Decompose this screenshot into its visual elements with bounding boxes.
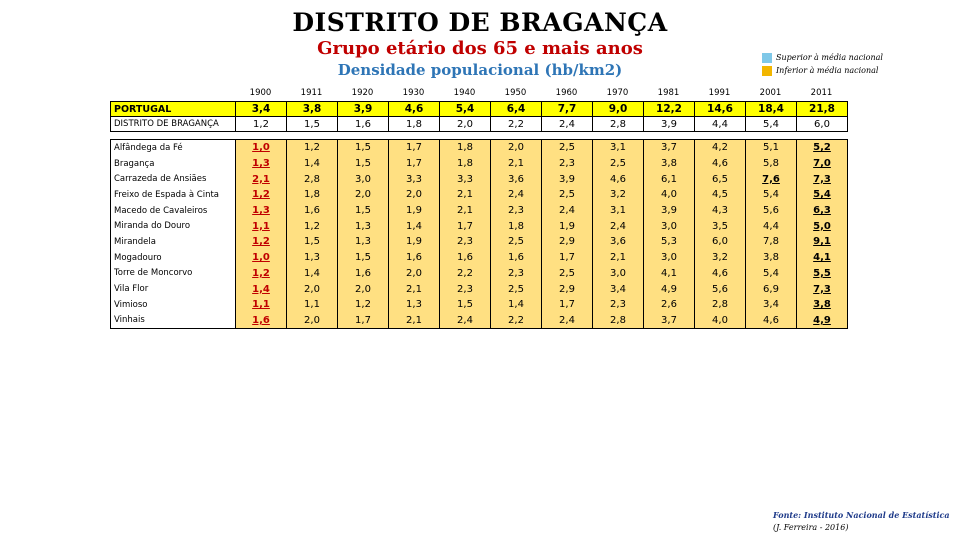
value-cell: 1,8	[491, 218, 542, 234]
value-cell: 1,6	[491, 250, 542, 266]
value-cell: 2,1	[440, 187, 491, 203]
value-cell: 1,7	[338, 313, 389, 329]
value-cell: 2,3	[542, 156, 593, 172]
value-cell: 1,2	[236, 187, 287, 203]
value-cell: 1,8	[440, 140, 491, 156]
value-cell: 3,8	[746, 250, 797, 266]
value-cell: 2,9	[542, 234, 593, 250]
municipality-row	[111, 266, 848, 282]
value-cell: 2,1	[389, 313, 440, 329]
value-cell: 4,9	[797, 313, 848, 329]
value-cell: 6,4	[491, 102, 542, 117]
value-cell: 6,9	[746, 281, 797, 297]
value-cell: 1,6	[287, 203, 338, 219]
year-header-cell: 1911	[300, 88, 323, 98]
value-cell: 14,6	[695, 102, 746, 117]
value-cell: 2,0	[389, 266, 440, 282]
legend-swatch-orange	[762, 66, 772, 76]
row-label: Carrazeda de Ansiães	[111, 171, 236, 187]
value-cell: 1,6	[236, 313, 287, 329]
value-cell: 2,5	[542, 187, 593, 203]
value-cell: 4,4	[746, 218, 797, 234]
value-cell: 7,3	[797, 281, 848, 297]
value-cell: 4,1	[644, 266, 695, 282]
value-cell: 2,1	[389, 281, 440, 297]
row-label: Macedo de Cavaleiros	[111, 203, 236, 219]
value-cell: 3,4	[236, 102, 287, 117]
value-cell: 3,4	[746, 297, 797, 313]
municipality-row	[111, 156, 848, 172]
value-cell: 2,0	[491, 140, 542, 156]
value-cell: 2,4	[491, 187, 542, 203]
row-label: Vimioso	[111, 297, 236, 313]
value-cell: 1,3	[236, 156, 287, 172]
value-cell: 1,0	[236, 140, 287, 156]
value-cell: 5,6	[746, 203, 797, 219]
value-cell: 1,2	[287, 218, 338, 234]
value-cell: 9,1	[797, 234, 848, 250]
value-cell: 1,9	[542, 218, 593, 234]
value-cell: 2,1	[491, 156, 542, 172]
value-cell: 3,4	[593, 281, 644, 297]
value-cell: 1,2	[338, 297, 389, 313]
value-cell: 2,3	[440, 234, 491, 250]
value-cell: 5,4	[746, 266, 797, 282]
value-cell: 4,3	[695, 203, 746, 219]
value-cell: 2,2	[491, 313, 542, 329]
value-cell: 5,4	[440, 102, 491, 117]
value-cell: 3,9	[644, 117, 695, 132]
value-cell: 18,4	[746, 102, 797, 117]
value-cell: 1,9	[389, 234, 440, 250]
row-label: Alfândega da Fé	[111, 140, 236, 156]
value-cell: 3,3	[440, 171, 491, 187]
value-cell: 5,4	[746, 117, 797, 132]
value-cell: 3,6	[491, 171, 542, 187]
value-cell: 2,5	[542, 266, 593, 282]
row-label: PORTUGAL	[111, 102, 236, 117]
year-header-cell: 1950	[504, 88, 527, 98]
municipality-table	[110, 139, 848, 329]
value-cell: 2,3	[593, 297, 644, 313]
value-cell: 4,6	[695, 156, 746, 172]
value-cell: 2,4	[542, 117, 593, 132]
value-cell: 6,5	[695, 171, 746, 187]
value-cell: 3,0	[593, 266, 644, 282]
value-cell: 2,8	[695, 297, 746, 313]
value-cell: 5,4	[746, 187, 797, 203]
municipality-row	[111, 297, 848, 313]
value-cell: 2,4	[440, 313, 491, 329]
value-cell: 1,3	[236, 203, 287, 219]
row-label: Mirandela	[111, 234, 236, 250]
legend-swatch-blue	[762, 53, 772, 63]
value-cell: 1,2	[236, 117, 287, 132]
municipality-row	[111, 203, 848, 219]
year-header	[110, 86, 847, 100]
value-cell: 3,0	[644, 250, 695, 266]
year-header-cell: 1981	[657, 88, 680, 98]
year-row	[110, 86, 847, 100]
subtitle: Grupo etário dos 65 e mais anos	[317, 38, 643, 59]
value-cell: 4,2	[695, 140, 746, 156]
year-header-cell: 1970	[606, 88, 629, 98]
value-cell: 2,9	[542, 281, 593, 297]
legend-label-above: Superior à média nacional	[776, 53, 883, 62]
value-cell: 3,2	[593, 187, 644, 203]
year-header-cell: 1900	[249, 88, 272, 98]
value-cell: 12,2	[644, 102, 695, 117]
row-label: Bragança	[111, 156, 236, 172]
value-cell: 7,7	[542, 102, 593, 117]
value-cell: 4,6	[695, 266, 746, 282]
year-header-cell: 2011	[810, 88, 833, 98]
municipality-row	[111, 313, 848, 329]
value-cell: 5,2	[797, 140, 848, 156]
value-cell: 5,1	[746, 140, 797, 156]
value-cell: 2,5	[593, 156, 644, 172]
value-cell: 1,3	[338, 218, 389, 234]
value-cell: 2,5	[491, 234, 542, 250]
value-cell: 6,1	[644, 171, 695, 187]
value-cell: 1,8	[287, 187, 338, 203]
municipality-row	[111, 218, 848, 234]
legend-item-above	[762, 53, 883, 63]
source-note: Fonte: Instituto Nacional de Estatística	[773, 510, 950, 520]
value-cell: 2,0	[287, 281, 338, 297]
row-label: Vila Flor	[111, 281, 236, 297]
value-cell: 3,8	[287, 102, 338, 117]
value-cell: 21,8	[797, 102, 848, 117]
value-cell: 3,1	[593, 140, 644, 156]
value-cell: 2,8	[593, 117, 644, 132]
value-cell: 3,8	[797, 297, 848, 313]
value-cell: 3,6	[593, 234, 644, 250]
value-cell: 1,3	[287, 250, 338, 266]
value-cell: 7,8	[746, 234, 797, 250]
value-cell: 4,0	[695, 313, 746, 329]
value-cell: 2,6	[644, 297, 695, 313]
value-cell: 1,7	[542, 297, 593, 313]
value-cell: 1,0	[236, 250, 287, 266]
value-cell: 2,0	[389, 187, 440, 203]
value-cell: 7,0	[797, 156, 848, 172]
value-cell: 1,3	[389, 297, 440, 313]
national-table	[110, 101, 848, 132]
value-cell: 2,5	[491, 281, 542, 297]
value-cell: 3,2	[695, 250, 746, 266]
district-row	[111, 117, 848, 132]
municipality-row	[111, 171, 848, 187]
value-cell: 1,8	[389, 117, 440, 132]
value-cell: 1,5	[338, 156, 389, 172]
value-cell: 1,5	[287, 117, 338, 132]
value-cell: 5,3	[644, 234, 695, 250]
value-cell: 1,7	[542, 250, 593, 266]
value-cell: 4,6	[593, 171, 644, 187]
value-cell: 3,0	[338, 171, 389, 187]
value-cell: 2,5	[542, 140, 593, 156]
value-cell: 2,2	[440, 266, 491, 282]
value-cell: 1,5	[440, 297, 491, 313]
value-cell: 3,7	[644, 313, 695, 329]
value-cell: 2,4	[542, 313, 593, 329]
municipality-row	[111, 140, 848, 156]
municipality-row	[111, 187, 848, 203]
value-cell: 7,6	[746, 171, 797, 187]
value-cell: 2,4	[593, 218, 644, 234]
value-cell: 1,2	[236, 266, 287, 282]
value-cell: 3,1	[593, 203, 644, 219]
value-cell: 1,7	[440, 218, 491, 234]
value-cell: 5,0	[797, 218, 848, 234]
year-header-cell: 1960	[555, 88, 578, 98]
value-cell: 2,2	[491, 117, 542, 132]
value-cell: 3,0	[644, 218, 695, 234]
value-cell: 2,1	[440, 203, 491, 219]
value-cell: 1,5	[338, 140, 389, 156]
value-cell: 2,0	[287, 313, 338, 329]
value-cell: 1,2	[287, 140, 338, 156]
portugal-row	[111, 102, 848, 117]
value-cell: 3,9	[338, 102, 389, 117]
value-cell: 5,8	[746, 156, 797, 172]
value-cell: 1,9	[389, 203, 440, 219]
value-cell: 2,0	[440, 117, 491, 132]
corner-cell	[110, 86, 235, 100]
value-cell: 2,3	[491, 266, 542, 282]
year-header-cell: 1920	[351, 88, 374, 98]
value-cell: 3,3	[389, 171, 440, 187]
value-cell: 1,2	[236, 234, 287, 250]
value-cell: 6,0	[797, 117, 848, 132]
year-header-cell: 1940	[453, 88, 476, 98]
value-cell: 6,0	[695, 234, 746, 250]
value-cell: 2,1	[593, 250, 644, 266]
value-cell: 2,4	[542, 203, 593, 219]
value-cell: 4,9	[644, 281, 695, 297]
value-cell: 4,0	[644, 187, 695, 203]
value-cell: 1,7	[389, 140, 440, 156]
value-cell: 4,1	[797, 250, 848, 266]
page-title: DISTRITO DE BRAGANÇA	[292, 8, 668, 37]
value-cell: 2,8	[287, 171, 338, 187]
metric-label: Densidade populacional (hb/km2)	[337, 61, 623, 79]
value-cell: 5,5	[797, 266, 848, 282]
row-label: Miranda do Douro	[111, 218, 236, 234]
value-cell: 1,4	[389, 218, 440, 234]
value-cell: 1,5	[338, 203, 389, 219]
value-cell: 3,7	[644, 140, 695, 156]
value-cell: 1,6	[338, 117, 389, 132]
value-cell: 7,3	[797, 171, 848, 187]
value-cell: 1,5	[287, 234, 338, 250]
year-header-cell: 2001	[759, 88, 782, 98]
value-cell: 1,3	[338, 234, 389, 250]
value-cell: 4,5	[695, 187, 746, 203]
value-cell: 2,3	[440, 281, 491, 297]
value-cell: 2,0	[338, 281, 389, 297]
author-note: (J. Ferreira - 2016)	[773, 523, 849, 532]
legend-item-below	[762, 66, 878, 76]
value-cell: 3,9	[542, 171, 593, 187]
value-cell: 3,8	[644, 156, 695, 172]
row-label: Mogadouro	[111, 250, 236, 266]
municipality-row	[111, 281, 848, 297]
row-label: Torre de Moncorvo	[111, 266, 236, 282]
legend-label-below: Inferior à média nacional	[776, 66, 879, 75]
value-cell: 1,5	[338, 250, 389, 266]
value-cell: 1,1	[287, 297, 338, 313]
municipality-row	[111, 234, 848, 250]
value-cell: 6,3	[797, 203, 848, 219]
value-cell: 2,0	[338, 187, 389, 203]
value-cell: 1,1	[236, 218, 287, 234]
value-cell: 4,4	[695, 117, 746, 132]
value-cell: 1,8	[440, 156, 491, 172]
value-cell: 1,4	[287, 266, 338, 282]
value-cell: 1,6	[338, 266, 389, 282]
value-cell: 1,4	[287, 156, 338, 172]
value-cell: 1,6	[389, 250, 440, 266]
value-cell: 1,6	[440, 250, 491, 266]
value-cell: 4,6	[746, 313, 797, 329]
value-cell: 3,9	[644, 203, 695, 219]
value-cell: 9,0	[593, 102, 644, 117]
row-label: DISTRITO DE BRAGANÇA	[111, 117, 236, 132]
row-label: Freixo de Espada à Cinta	[111, 187, 236, 203]
value-cell: 1,1	[236, 297, 287, 313]
value-cell: 1,4	[491, 297, 542, 313]
value-cell: 5,6	[695, 281, 746, 297]
row-label: Vinhais	[111, 313, 236, 329]
year-header-cell: 1991	[708, 88, 731, 98]
value-cell: 1,4	[236, 281, 287, 297]
value-cell: 3,5	[695, 218, 746, 234]
value-cell: 2,3	[491, 203, 542, 219]
municipality-row	[111, 250, 848, 266]
value-cell: 2,1	[236, 171, 287, 187]
value-cell: 2,8	[593, 313, 644, 329]
year-header-cell: 1930	[402, 88, 425, 98]
value-cell: 4,6	[389, 102, 440, 117]
value-cell: 1,7	[389, 156, 440, 172]
value-cell: 5,4	[797, 187, 848, 203]
